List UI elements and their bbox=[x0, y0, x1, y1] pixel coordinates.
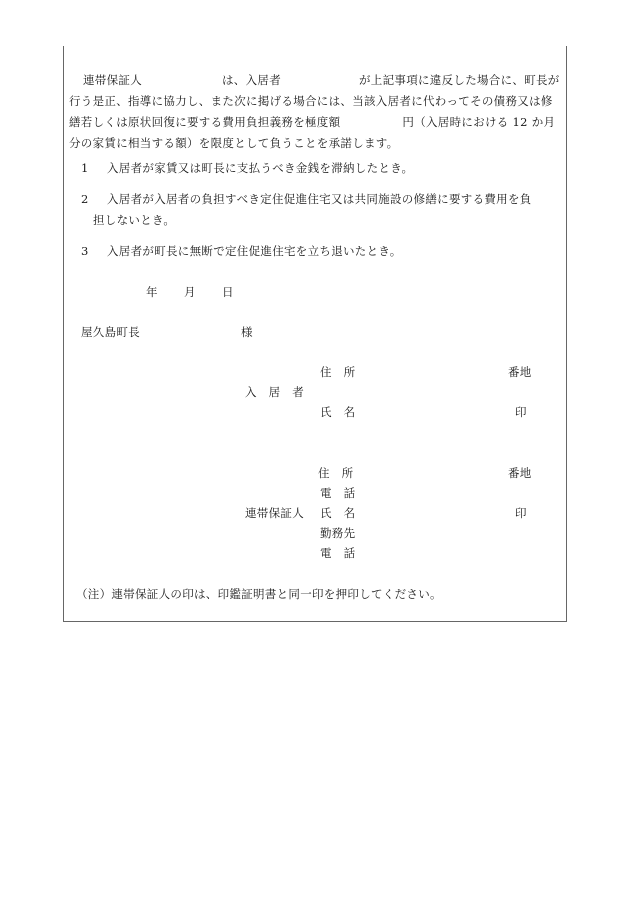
guarantor-address-label: 住 所 bbox=[318, 466, 354, 480]
date-month: 月 bbox=[184, 285, 196, 299]
guarantor-address-suffix: 番地 bbox=[508, 466, 532, 480]
tenant-address-label: 住 所 bbox=[320, 365, 356, 379]
item-text: 入居者が入居者の負担すべき定住促進住宅又は共同施設の修繕に要する費用を負 bbox=[107, 192, 532, 206]
item-text: 入居者が町長に無断で定住促進住宅を立ち退いたとき。 bbox=[107, 244, 402, 258]
guarantor-phone-label: 電 話 bbox=[320, 486, 356, 500]
paragraph-text-1: は、入居者 bbox=[222, 73, 281, 87]
guarantor-name-label: 氏 名 bbox=[320, 506, 356, 520]
guarantor-role-label: 連帯保証人 bbox=[245, 506, 304, 520]
tenant-role-label: 入 居 者 bbox=[245, 385, 304, 399]
tenant-address-suffix: 番地 bbox=[508, 365, 532, 379]
guarantor-work-phone-label: 電 話 bbox=[320, 546, 356, 560]
addressee-honorific: 様 bbox=[241, 325, 253, 339]
consent-paragraph bbox=[69, 70, 562, 154]
tenant-seal: 印 bbox=[515, 405, 527, 419]
item-text: 入居者が家賃又は町長に支払うべき金銭を滞納したとき。 bbox=[107, 161, 414, 175]
paragraph-text-3: 円（入居時における 12 か月分の家賃に相当する額）を限度として負うことを承諾します。 bbox=[69, 115, 556, 150]
condition-item-2 bbox=[81, 189, 561, 231]
item-number: 1 bbox=[81, 161, 89, 175]
seal-note: （注）連帯保証人の印は、印鑑証明書と同一印を押印してください。 bbox=[76, 587, 442, 601]
tenant-name-label: 氏 名 bbox=[320, 405, 356, 419]
guarantor-seal: 印 bbox=[515, 506, 527, 520]
item-number: 3 bbox=[81, 244, 89, 258]
date-year: 年 bbox=[146, 285, 158, 299]
item-text-continued: 担しないとき。 bbox=[93, 213, 176, 227]
guarantor-label: 連帯保証人 bbox=[83, 73, 142, 87]
addressee-name: 屋久島町長 bbox=[81, 325, 140, 339]
date-day: 日 bbox=[222, 285, 234, 299]
condition-item-3 bbox=[81, 241, 561, 262]
paragraph-text-2: が上記事項に違反した場合に、町長が行う是正、指導に協力し、また次に掲げる場合には、当該入居者に代わってその債務又は修繕若しくは原状回復に要する費用負担義務を極度額 bbox=[69, 73, 560, 129]
item-number: 2 bbox=[81, 192, 89, 206]
guarantor-workplace-label: 勤務先 bbox=[320, 526, 356, 540]
condition-item-1 bbox=[81, 158, 561, 179]
